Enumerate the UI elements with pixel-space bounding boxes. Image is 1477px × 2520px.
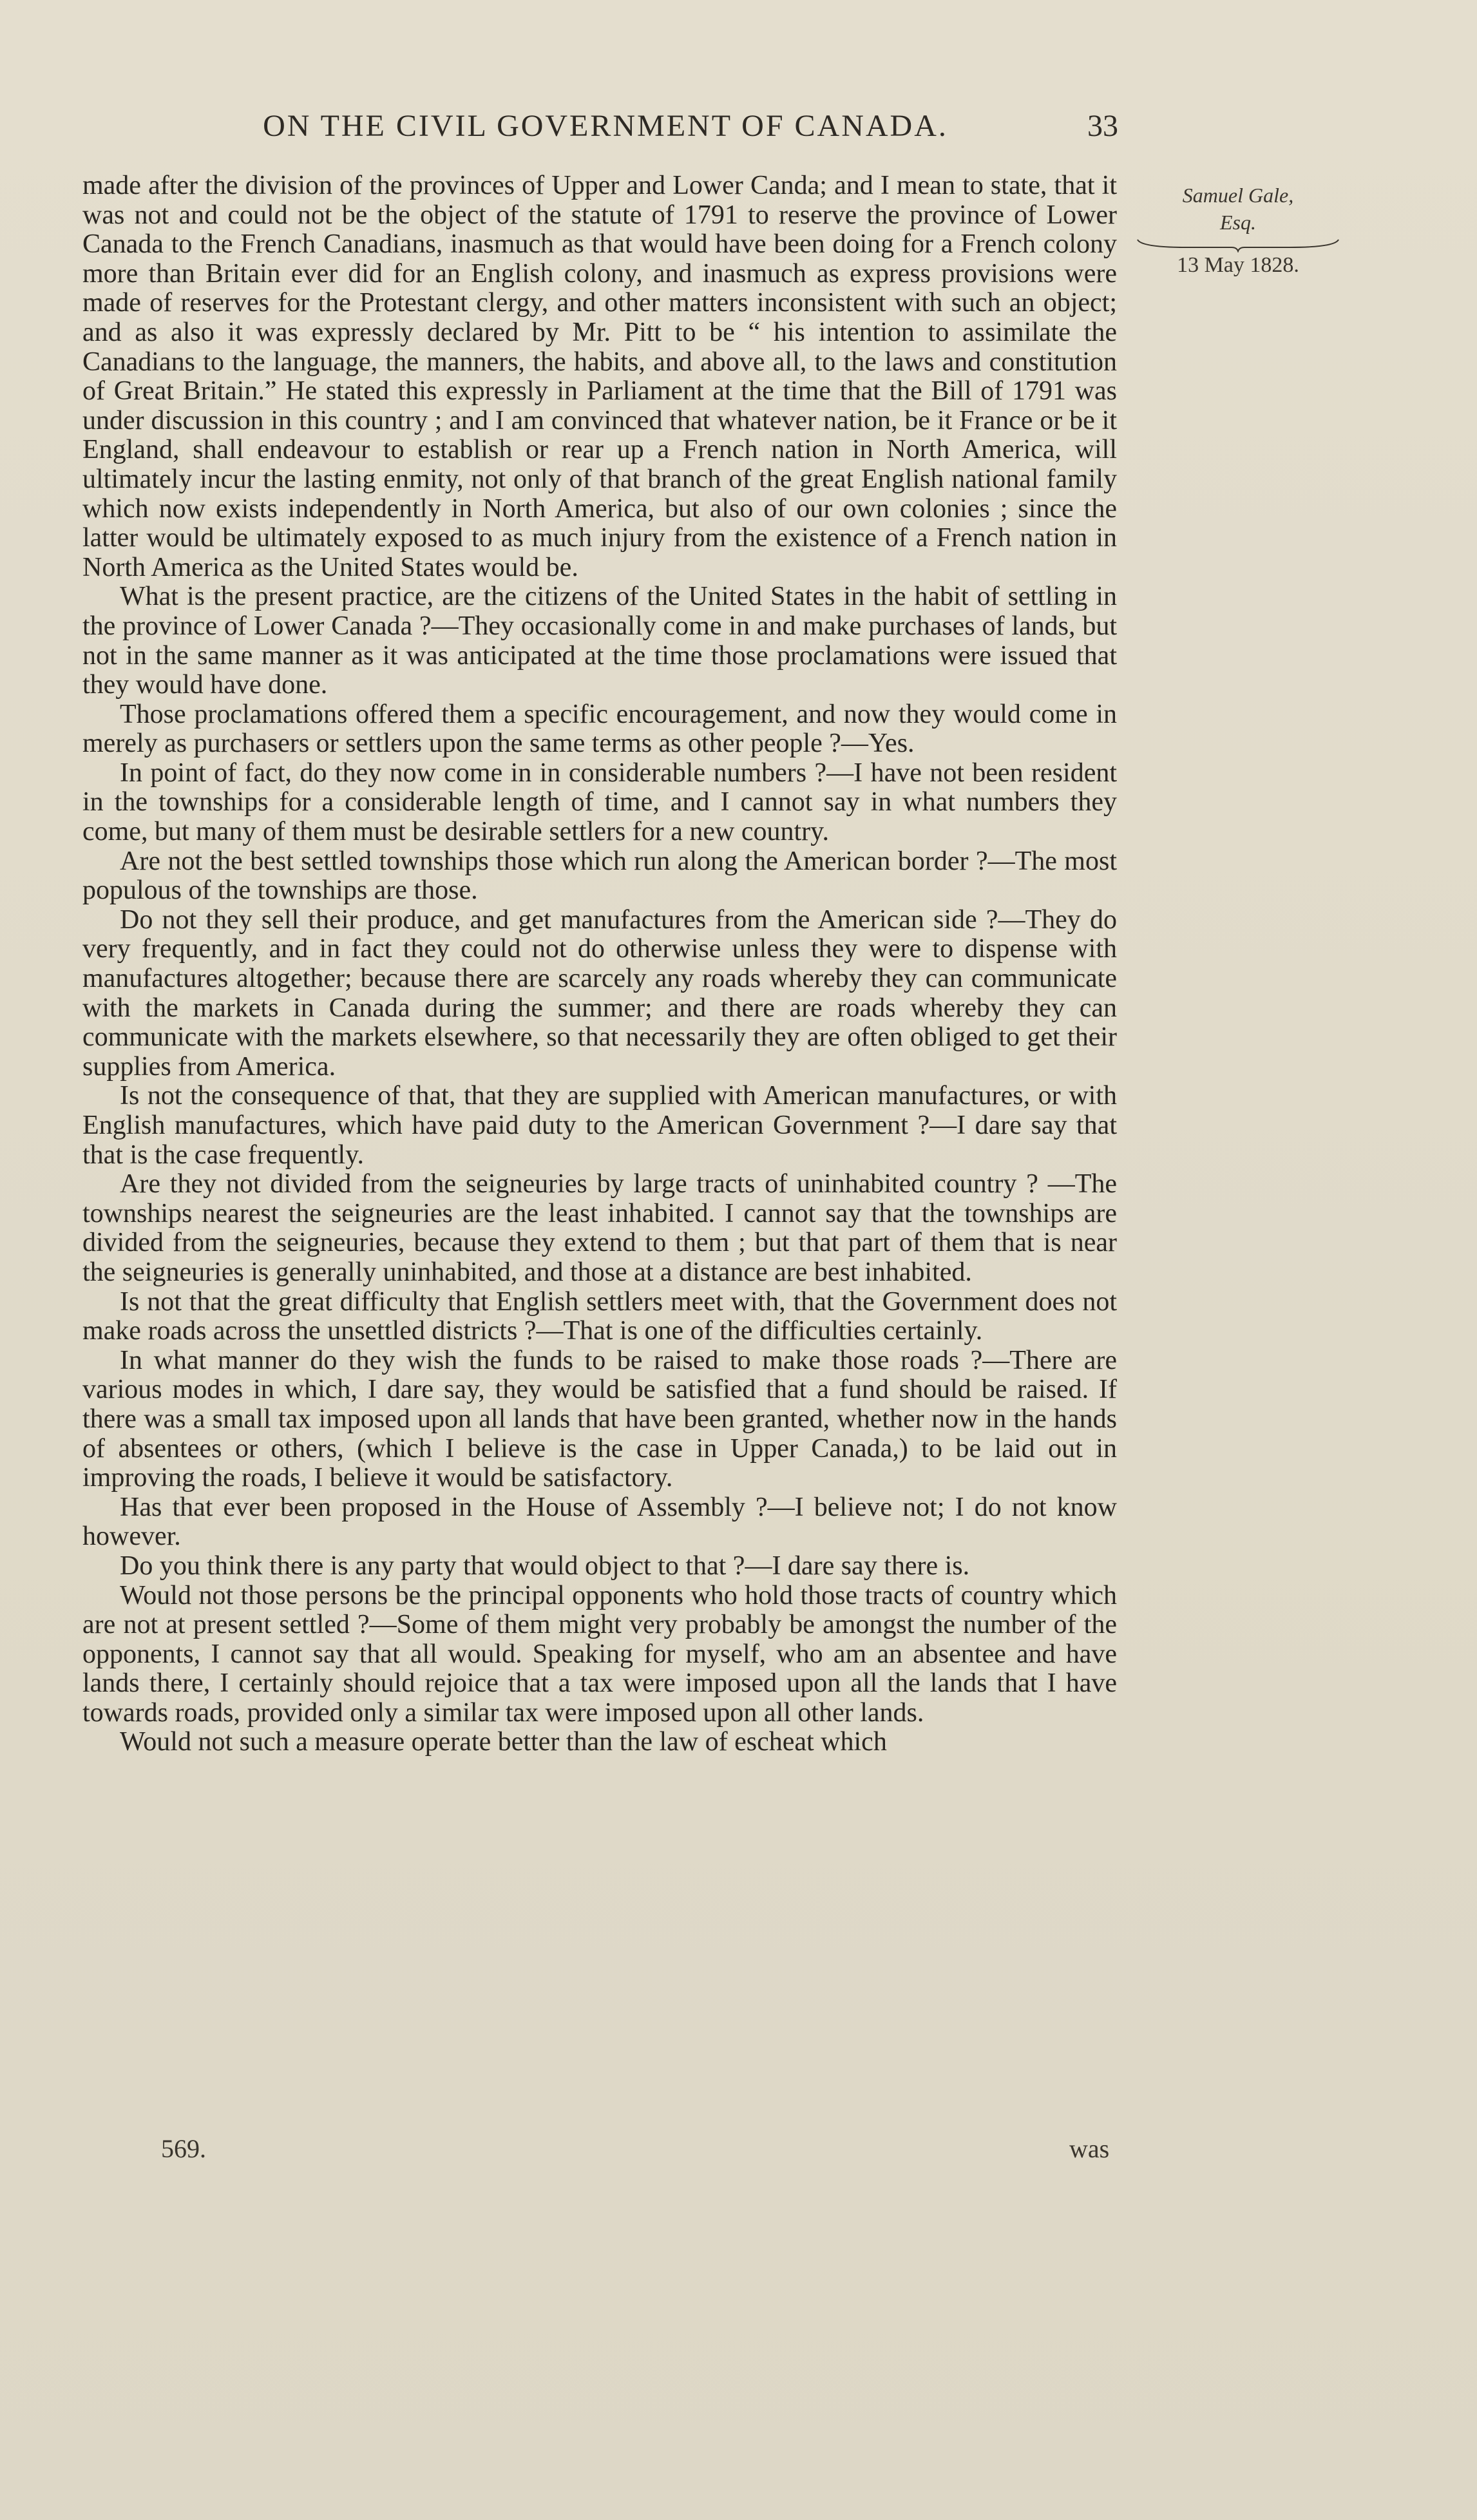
paragraph: Would not those persons be the principal opponents who hold those tracts of country which are not at present settled ?—Some of them might very probably be amongst the number of the opponents, I cannot say that all would. Speaking for myself, who am an absentee and have lands there, I certainly should rejoice that a tax were imposed upon all the lands that I have towards roads, provided only a similar tax were imposed upon all other lands. <box>82 1580 1117 1728</box>
paragraph: Would not such a measure operate better than the law of escheat which <box>120 1727 887 1757</box>
paragraph: made after the division of the provinces of Upper and Lower Canda; and I mean to state, that it was not and could not be the object of the statute of 1791 to reserve the province of Lower Canada to the French Canadians, inasmuch as that would have been doing for a French colony more than Britain ever did for an English colony, and inasmuch as express provisions were made of reserves for the Protestant clergy, and other matters inconsistent with such an object; and as also it was expressly declared by Mr. Pitt to be “ his intention to assimilate the Canadians to the language, the manners, the habits, and above all, to the laws and constitution of Great Britain.” He stated this expressly in Parliament at the time that the Bill of 1791 was under discussion in this country ; and I am convinced that whatever nation, be it France or be it England, shall endeavour to establish or rear up a French nation in North America, will ultimately incur the lasting enmity, not only of that branch of the great English national family which now exists independently in North America, but also of our own colonies ; since the latter would be ultimately exposed to as much injury from the existence of a French nation in North America as the United States would be. <box>82 171 1117 582</box>
catchword: was <box>1069 2134 1110 2163</box>
paragraph: Are not the best settled townships those which run along the American border ?—The most populous of the townships are those. <box>82 846 1117 906</box>
page-number: 33 <box>1087 109 1118 143</box>
paragraph: Are they not divided from the seigneuries by large tracts of uninhabited country ? —The townships nearest the seigneuries are the least inhabited. I cannot say that the townships are divided from the seigneuries, because they extend to them ; but that part of them that is near the seigneuries is generally uninhabited, and those at a distance are best inhabited. <box>82 1169 1117 1287</box>
signature-mark: 569. <box>161 2134 206 2163</box>
paragraph: Is not that the great difficulty that English settlers meet with, that the Government does not make roads across the unsettled districts ?—That is one of the difficulties certainly. <box>82 1286 1117 1346</box>
margin-note <box>1129 182 1348 278</box>
paragraph: In point of fact, do they now come in in considerable numbers ?—I have not been resident in the townships for a considerable length of time, and I cannot say in what numbers they come, but many of them must be desirable settlers for a new country. <box>82 758 1117 847</box>
paragraph: What is the present practice, are the citizens of the United States in the habit of settling in the province of Lower Canada ?—They occasionally come in and make purchases of lands, but not in the same manner as it was anticipated at the time those proclamations were issued that they would have done. <box>82 582 1117 700</box>
witness-name: Samuel Gale, <box>1182 184 1294 207</box>
running-head: ON THE CIVIL GOVERNMENT OF CANADA. <box>263 109 948 143</box>
paragraph: Do you think there is any party that would object to that ?—I dare say there is. <box>120 1551 970 1581</box>
witness-title: Esq. <box>1220 211 1256 234</box>
brace-icon <box>1135 237 1341 253</box>
testimony-date: 13 May 1828. <box>1177 253 1299 277</box>
paragraph: Is not the consequence of that, that they are supplied with American manufactures, or with English manufactures, which have paid duty to the American Government ?—I dare say that that is the case frequently. <box>82 1081 1117 1170</box>
paragraph: In what manner do they wish the funds to be raised to make those roads ?—There are various modes in which, I dare say, they would be satisfied that a fund should be raised. If there was a small tax imposed upon all lands that have been granted, whether now in the hands of absentees or others, (which I believe is the case in Upper Canada,) to be laid out in improving the roads, I believe it would be satisfactory. <box>82 1345 1117 1493</box>
paragraph: Has that ever been proposed in the House of Assembly ?—I believe not; I do not know however. <box>82 1492 1117 1552</box>
paragraph: Do not they sell their produce, and get manufactures from the American side ?—They do very frequently, and in fact they could not do otherwise unless they were to dispense with manufactures altogether; because there are scarcely any roads whereby they can communicate with the markets in Canada during the summer; and there are roads whereby they can communicate with the markets elsewhere, so that necessarily they are often obliged to get their supplies from America. <box>82 904 1117 1082</box>
paragraph: Those proclamations offered them a specific encouragement, and now they would come in merely as purchasers or settlers upon the same terms as other people ?—Yes. <box>82 699 1117 759</box>
body-text <box>82 171 1117 1757</box>
